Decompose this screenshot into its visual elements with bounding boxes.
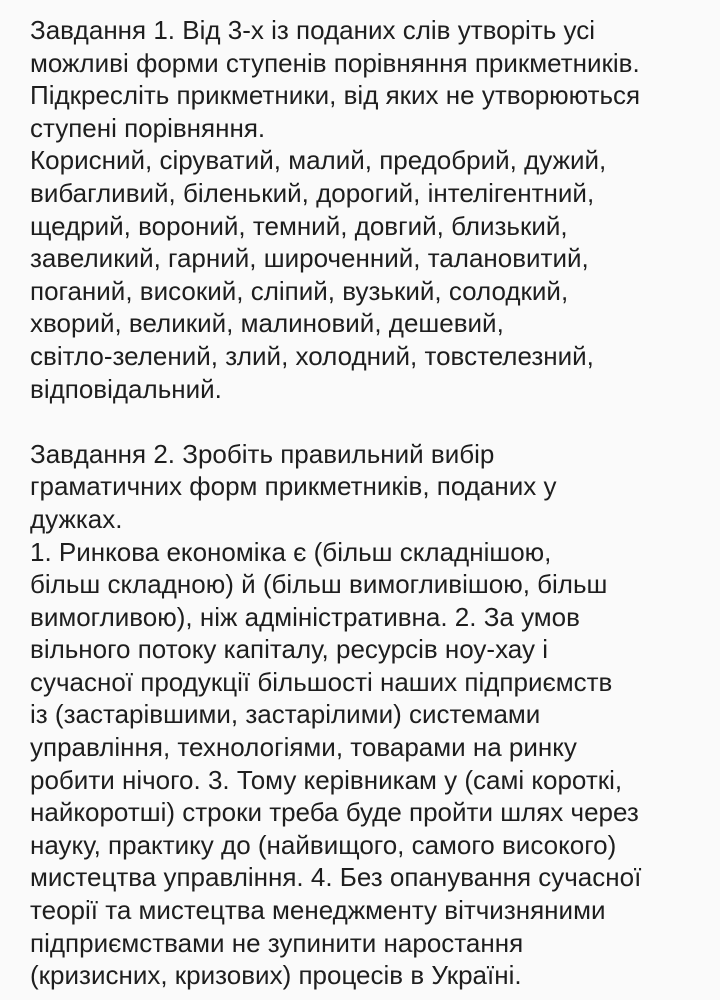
- task-2-line: управління, технологіями, товарами на ринку: [30, 732, 577, 763]
- task-2-line: підприємствами не зупинити наростання: [30, 927, 524, 958]
- paragraph-gap: [30, 405, 700, 438]
- adjective-list-line: вибагливий, біленький, дорогий, інтелігентний,: [30, 177, 595, 208]
- task-2-line: теорії та мистецтва менеджменту вітчизняними: [30, 895, 606, 926]
- task-2-line: дужках.: [30, 503, 123, 534]
- task-2-block: [30, 438, 700, 992]
- task-2-line: мистецтва управління. 4. Без опанування сучасної: [30, 862, 642, 893]
- task-2-line: Завдання 2. Зробіть правильний вибір: [30, 438, 495, 469]
- task-2-line: вимогливою), ніж адміністративна. 2. За умов: [30, 601, 580, 632]
- task-1-block: [30, 14, 700, 405]
- task-2-line: (кризисних, кризових) процесів в Україні.: [30, 960, 522, 991]
- task-1-line: Підкресліть прикметники, від яких не утворюються: [30, 80, 641, 111]
- adjective-list-line: поганий, високий, сліпий, вузький, солодкий,: [30, 275, 569, 306]
- adjective-list-line: завеликий, гарний, широченний, талановитий,: [30, 243, 589, 274]
- task-2-line: найкоротші) строки треба буде пройти шлях через: [30, 797, 639, 828]
- task-2-line: із (застарівшими, застарілими) системами: [30, 699, 541, 730]
- adjective-list-line: світло-зелений, злий, холодний, товстелезний,: [30, 340, 594, 371]
- task-2-line: граматичних форм прикметників, поданих у: [30, 471, 557, 502]
- task-2-line: вільного потоку капіталу, ресурсів ноу-хау і: [30, 634, 548, 665]
- task-1-line: ступені порівняння.: [30, 112, 266, 143]
- adjective-list-line: щедрий, вороний, темний, довгий, близький,: [30, 210, 568, 241]
- task-2-line: сучасної продукції більшості наших підприємств: [30, 666, 613, 697]
- task-2-line: більш складною) й (більш вимогливішою, більш: [30, 569, 608, 600]
- adjective-list-line: Корисний, сіруватий, малий, предобрий, дужий,: [30, 145, 607, 176]
- adjective-list-line: хворий, великий, малиновий, дешевий,: [30, 308, 504, 339]
- task-2-line: науку, практику до (найвищого, самого високого): [30, 829, 617, 860]
- task-1-line: можливі форми ступенів порівняння прикметників.: [30, 47, 640, 78]
- task-2-line: 1. Ринкова економіка є (більш складнішою,: [30, 536, 552, 567]
- task-1-line: Завдання 1. Від 3-х із поданих слів утворіть усі: [30, 15, 595, 45]
- adjective-list-line: відповідальний.: [30, 373, 222, 404]
- task-2-line: робити нічого. 3. Тому керівникам у (самі короткі,: [30, 764, 623, 795]
